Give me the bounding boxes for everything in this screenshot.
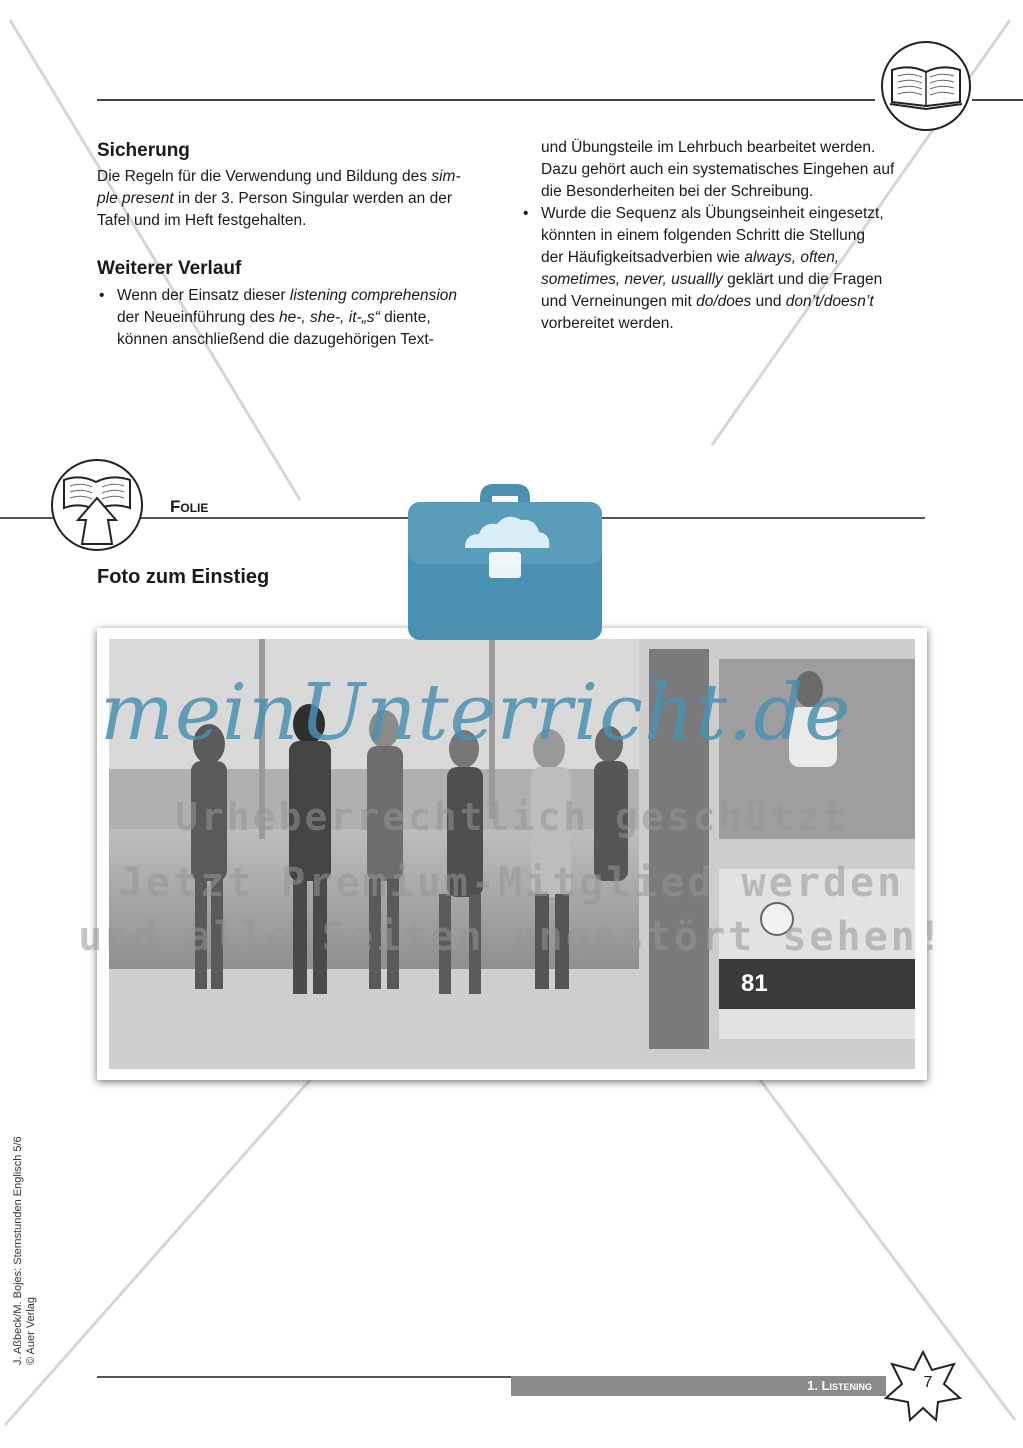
text: geklärt und die Fragen [722, 271, 883, 288]
heading-weiterer-verlauf: Weiterer Verlauf [97, 258, 242, 279]
watermark-line-3: und alle Seiten ungestört sehen! [78, 914, 945, 960]
projector-book-icon [50, 458, 144, 552]
list-item [521, 203, 941, 335]
text: Wenn der Einsatz dieser [117, 287, 290, 304]
list-item [97, 285, 507, 351]
text: und [751, 293, 786, 310]
emphasis: sometimes, never, usuallly [541, 271, 723, 288]
school-bag-logo-icon [405, 478, 605, 643]
watermark-line-2: Jetzt Premium-Mitglied werden [118, 860, 905, 906]
chapter-label: 1. Listening [807, 1378, 872, 1393]
open-book-icon [880, 40, 972, 132]
text: Die Regeln für die Verwendung und Bildung des [97, 168, 432, 185]
verlauf-list [97, 285, 507, 351]
emphasis: do/does [696, 293, 752, 310]
watermark-line-1: Urheberrechtlich geschützt [175, 795, 848, 839]
footer-rule [97, 1376, 511, 1378]
emphasis: always, often, [744, 249, 840, 266]
text: Dazu gehört auch ein systematisches Eingehen auf [541, 161, 895, 178]
text: der Häufigkeitsadverbien wie [541, 249, 745, 266]
credit-line-1: J. Aßbeck/M. Bojes: Sternstunden Englisch 5/6 [12, 1136, 24, 1365]
text: und Übungsteile im Lehrbuch bearbeitet werden. [541, 139, 876, 156]
top-rule-right [972, 99, 1023, 101]
top-rule [97, 99, 875, 101]
left-column [97, 140, 507, 351]
page-number: 7 [923, 1374, 933, 1391]
right-column [521, 137, 941, 335]
text: in der 3. Person Singular werden an der [173, 190, 453, 207]
text: die Besonderheiten bei der Schreibung. [541, 183, 814, 200]
text: könnten in einem folgenden Schritt die Stellung [541, 227, 865, 244]
watermark-brand: meinUnterricht.de [100, 668, 852, 758]
emphasis: ple present [97, 190, 174, 207]
credit-line-2: © Auer Verlag [25, 1296, 37, 1365]
bus-number: 81 [741, 970, 768, 997]
chapter-footer-bar [511, 1376, 886, 1396]
text: können anschließend die dazugehörigen Text- [117, 331, 434, 348]
text: diente, [379, 309, 431, 326]
emphasis: don’t/doesn’t [785, 293, 874, 310]
emphasis: he-, she-, it-„s“ [279, 309, 380, 326]
continued-paragraph [521, 137, 941, 203]
text: der Neueinführung des [117, 309, 280, 326]
text: Tafel und im Heft festgehalten. [97, 212, 307, 229]
publisher-credit [12, 1136, 38, 1365]
emphasis: sim- [431, 168, 461, 185]
emphasis: listening comprehension [289, 287, 458, 304]
heading-sicherung: Sicherung [97, 140, 190, 161]
folie-title: Foto zum Einstieg [97, 566, 270, 588]
text: vorbereitet werden. [541, 315, 674, 332]
sicherung-paragraph [97, 166, 507, 232]
verlauf-list-continued [521, 203, 941, 335]
folie-label: Folie [170, 497, 209, 516]
text: Wurde die Sequenz als Übungseinheit eingesetzt, [541, 205, 884, 222]
text: und Verneinungen mit [541, 293, 697, 310]
